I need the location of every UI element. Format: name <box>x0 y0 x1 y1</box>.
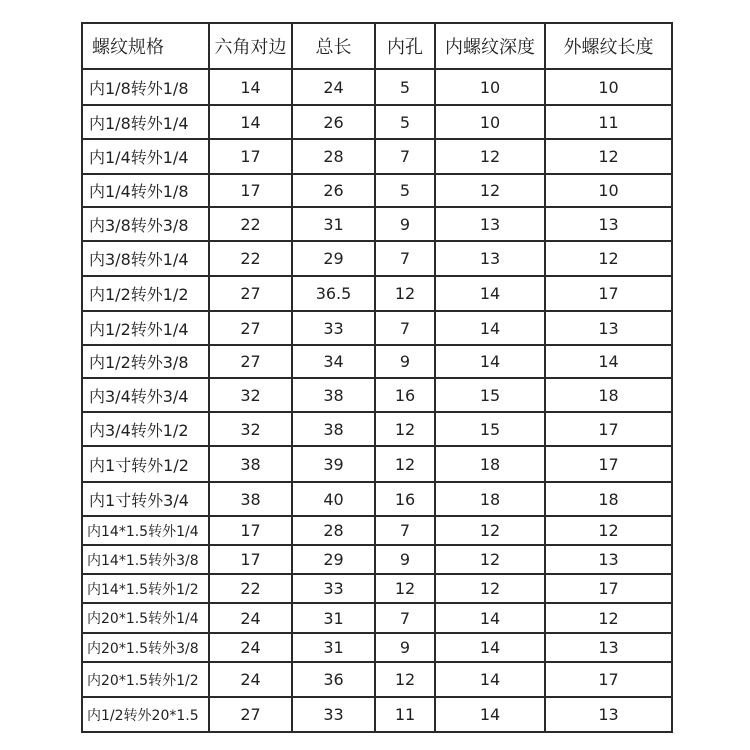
total-length-cell: 34 <box>292 345 375 378</box>
external-thread-length-cell: 13 <box>545 207 672 241</box>
hex-across-flats-cell: 22 <box>209 574 292 603</box>
internal-thread-depth-cell: 18 <box>435 446 545 482</box>
table-row <box>82 174 672 207</box>
inner-bore-cell: 7 <box>375 311 435 345</box>
external-thread-length-cell: 12 <box>545 603 672 633</box>
total-length-cell: 39 <box>292 446 375 482</box>
hex-across-flats-cell: 17 <box>209 174 292 207</box>
table-row <box>82 574 672 603</box>
external-thread-length-cell: 18 <box>545 378 672 412</box>
external-thread-length-cell: 18 <box>545 482 672 516</box>
inner-bore-cell: 7 <box>375 516 435 545</box>
table-row <box>82 545 672 574</box>
total-length-cell: 26 <box>292 105 375 139</box>
inner-bore-cell: 7 <box>375 603 435 633</box>
external-thread-length-cell: 17 <box>545 446 672 482</box>
total-length-cell: 33 <box>292 311 375 345</box>
thread-spec-cell: 内20*1.5转外1/2 <box>82 662 209 697</box>
thread-spec-cell: 内1/2转外3/8 <box>82 345 209 378</box>
external-thread-length-cell: 12 <box>545 139 672 174</box>
inner-bore-cell: 16 <box>375 482 435 516</box>
table-body <box>82 69 672 732</box>
header-inner-bore: 内孔 <box>375 23 435 69</box>
total-length-cell: 29 <box>292 241 375 276</box>
hex-across-flats-cell: 27 <box>209 276 292 311</box>
thread-spec-cell: 内14*1.5转外1/2 <box>82 574 209 603</box>
external-thread-length-cell: 12 <box>545 241 672 276</box>
table-row <box>82 516 672 545</box>
hex-across-flats-cell: 27 <box>209 345 292 378</box>
inner-bore-cell: 11 <box>375 697 435 732</box>
internal-thread-depth-cell: 10 <box>435 69 545 105</box>
table-row <box>82 482 672 516</box>
thread-spec-cell: 内3/8转外1/4 <box>82 241 209 276</box>
thread-spec-cell: 内1/4转外1/8 <box>82 174 209 207</box>
inner-bore-cell: 5 <box>375 174 435 207</box>
inner-bore-cell: 12 <box>375 412 435 446</box>
hex-across-flats-cell: 22 <box>209 241 292 276</box>
inner-bore-cell: 12 <box>375 574 435 603</box>
table-row <box>82 446 672 482</box>
external-thread-length-cell: 10 <box>545 174 672 207</box>
hex-across-flats-cell: 32 <box>209 412 292 446</box>
total-length-cell: 26 <box>292 174 375 207</box>
table-row <box>82 697 672 732</box>
internal-thread-depth-cell: 15 <box>435 412 545 446</box>
external-thread-length-cell: 12 <box>545 516 672 545</box>
thread-adapter-spec-table <box>81 22 673 733</box>
thread-spec-cell: 内1/8转外1/4 <box>82 105 209 139</box>
total-length-cell: 40 <box>292 482 375 516</box>
hex-across-flats-cell: 24 <box>209 633 292 662</box>
total-length-cell: 36.5 <box>292 276 375 311</box>
thread-spec-cell: 内1/2转外1/2 <box>82 276 209 311</box>
hex-across-flats-cell: 38 <box>209 482 292 516</box>
external-thread-length-cell: 10 <box>545 69 672 105</box>
inner-bore-cell: 9 <box>375 545 435 574</box>
internal-thread-depth-cell: 14 <box>435 603 545 633</box>
external-thread-length-cell: 13 <box>545 311 672 345</box>
inner-bore-cell: 12 <box>375 276 435 311</box>
table-row <box>82 662 672 697</box>
table-row <box>82 412 672 446</box>
hex-across-flats-cell: 17 <box>209 516 292 545</box>
external-thread-length-cell: 13 <box>545 697 672 732</box>
total-length-cell: 28 <box>292 516 375 545</box>
internal-thread-depth-cell: 14 <box>435 697 545 732</box>
hex-across-flats-cell: 17 <box>209 545 292 574</box>
thread-spec-cell: 内20*1.5转外3/8 <box>82 633 209 662</box>
total-length-cell: 29 <box>292 545 375 574</box>
hex-across-flats-cell: 14 <box>209 105 292 139</box>
hex-across-flats-cell: 27 <box>209 311 292 345</box>
table-row <box>82 633 672 662</box>
external-thread-length-cell: 14 <box>545 345 672 378</box>
table-row <box>82 603 672 633</box>
hex-across-flats-cell: 14 <box>209 69 292 105</box>
internal-thread-depth-cell: 13 <box>435 207 545 241</box>
table-row <box>82 105 672 139</box>
table-row <box>82 311 672 345</box>
total-length-cell: 31 <box>292 633 375 662</box>
thread-spec-cell: 内1/4转外1/4 <box>82 139 209 174</box>
header-total-length: 总长 <box>292 23 375 69</box>
external-thread-length-cell: 13 <box>545 633 672 662</box>
thread-spec-cell: 内3/4转外1/2 <box>82 412 209 446</box>
table-row <box>82 69 672 105</box>
table-row <box>82 207 672 241</box>
internal-thread-depth-cell: 14 <box>435 276 545 311</box>
thread-spec-cell: 内20*1.5转外1/4 <box>82 603 209 633</box>
internal-thread-depth-cell: 12 <box>435 516 545 545</box>
internal-thread-depth-cell: 18 <box>435 482 545 516</box>
external-thread-length-cell: 17 <box>545 276 672 311</box>
external-thread-length-cell: 17 <box>545 412 672 446</box>
hex-across-flats-cell: 24 <box>209 603 292 633</box>
inner-bore-cell: 5 <box>375 69 435 105</box>
inner-bore-cell: 9 <box>375 345 435 378</box>
thread-spec-cell: 内14*1.5转外1/4 <box>82 516 209 545</box>
total-length-cell: 33 <box>292 574 375 603</box>
internal-thread-depth-cell: 12 <box>435 139 545 174</box>
total-length-cell: 33 <box>292 697 375 732</box>
hex-across-flats-cell: 24 <box>209 662 292 697</box>
external-thread-length-cell: 17 <box>545 574 672 603</box>
hex-across-flats-cell: 27 <box>209 697 292 732</box>
thread-spec-cell: 内14*1.5转外3/8 <box>82 545 209 574</box>
table-row <box>82 276 672 311</box>
hex-across-flats-cell: 38 <box>209 446 292 482</box>
external-thread-length-cell: 11 <box>545 105 672 139</box>
inner-bore-cell: 9 <box>375 207 435 241</box>
inner-bore-cell: 7 <box>375 241 435 276</box>
table-row <box>82 345 672 378</box>
table-row <box>82 378 672 412</box>
inner-bore-cell: 16 <box>375 378 435 412</box>
thread-spec-cell: 内1/2转外1/4 <box>82 311 209 345</box>
inner-bore-cell: 7 <box>375 139 435 174</box>
header-thread-spec: 螺纹规格 <box>82 23 209 69</box>
hex-across-flats-cell: 22 <box>209 207 292 241</box>
internal-thread-depth-cell: 14 <box>435 345 545 378</box>
internal-thread-depth-cell: 10 <box>435 105 545 139</box>
inner-bore-cell: 12 <box>375 662 435 697</box>
total-length-cell: 38 <box>292 412 375 446</box>
header-external-thread-length: 外螺纹长度 <box>545 23 672 69</box>
header-hex-across-flats: 六角对边 <box>209 23 292 69</box>
internal-thread-depth-cell: 14 <box>435 633 545 662</box>
table-row <box>82 241 672 276</box>
internal-thread-depth-cell: 15 <box>435 378 545 412</box>
table-row <box>82 139 672 174</box>
total-length-cell: 31 <box>292 603 375 633</box>
thread-spec-cell: 内3/4转外3/4 <box>82 378 209 412</box>
thread-spec-cell: 内1寸转外1/2 <box>82 446 209 482</box>
table-header-row <box>82 23 672 69</box>
inner-bore-cell: 9 <box>375 633 435 662</box>
external-thread-length-cell: 17 <box>545 662 672 697</box>
thread-spec-cell: 内3/8转外3/8 <box>82 207 209 241</box>
total-length-cell: 36 <box>292 662 375 697</box>
thread-spec-cell: 内1/2转外20*1.5 <box>82 697 209 732</box>
external-thread-length-cell: 13 <box>545 545 672 574</box>
thread-spec-cell: 内1/8转外1/8 <box>82 69 209 105</box>
total-length-cell: 31 <box>292 207 375 241</box>
internal-thread-depth-cell: 13 <box>435 241 545 276</box>
internal-thread-depth-cell: 14 <box>435 662 545 697</box>
internal-thread-depth-cell: 12 <box>435 545 545 574</box>
header-internal-thread-depth: 内螺纹深度 <box>435 23 545 69</box>
hex-across-flats-cell: 32 <box>209 378 292 412</box>
internal-thread-depth-cell: 12 <box>435 174 545 207</box>
total-length-cell: 38 <box>292 378 375 412</box>
internal-thread-depth-cell: 12 <box>435 574 545 603</box>
internal-thread-depth-cell: 14 <box>435 311 545 345</box>
inner-bore-cell: 12 <box>375 446 435 482</box>
hex-across-flats-cell: 17 <box>209 139 292 174</box>
thread-spec-cell: 内1寸转外3/4 <box>82 482 209 516</box>
total-length-cell: 28 <box>292 139 375 174</box>
inner-bore-cell: 5 <box>375 105 435 139</box>
total-length-cell: 24 <box>292 69 375 105</box>
